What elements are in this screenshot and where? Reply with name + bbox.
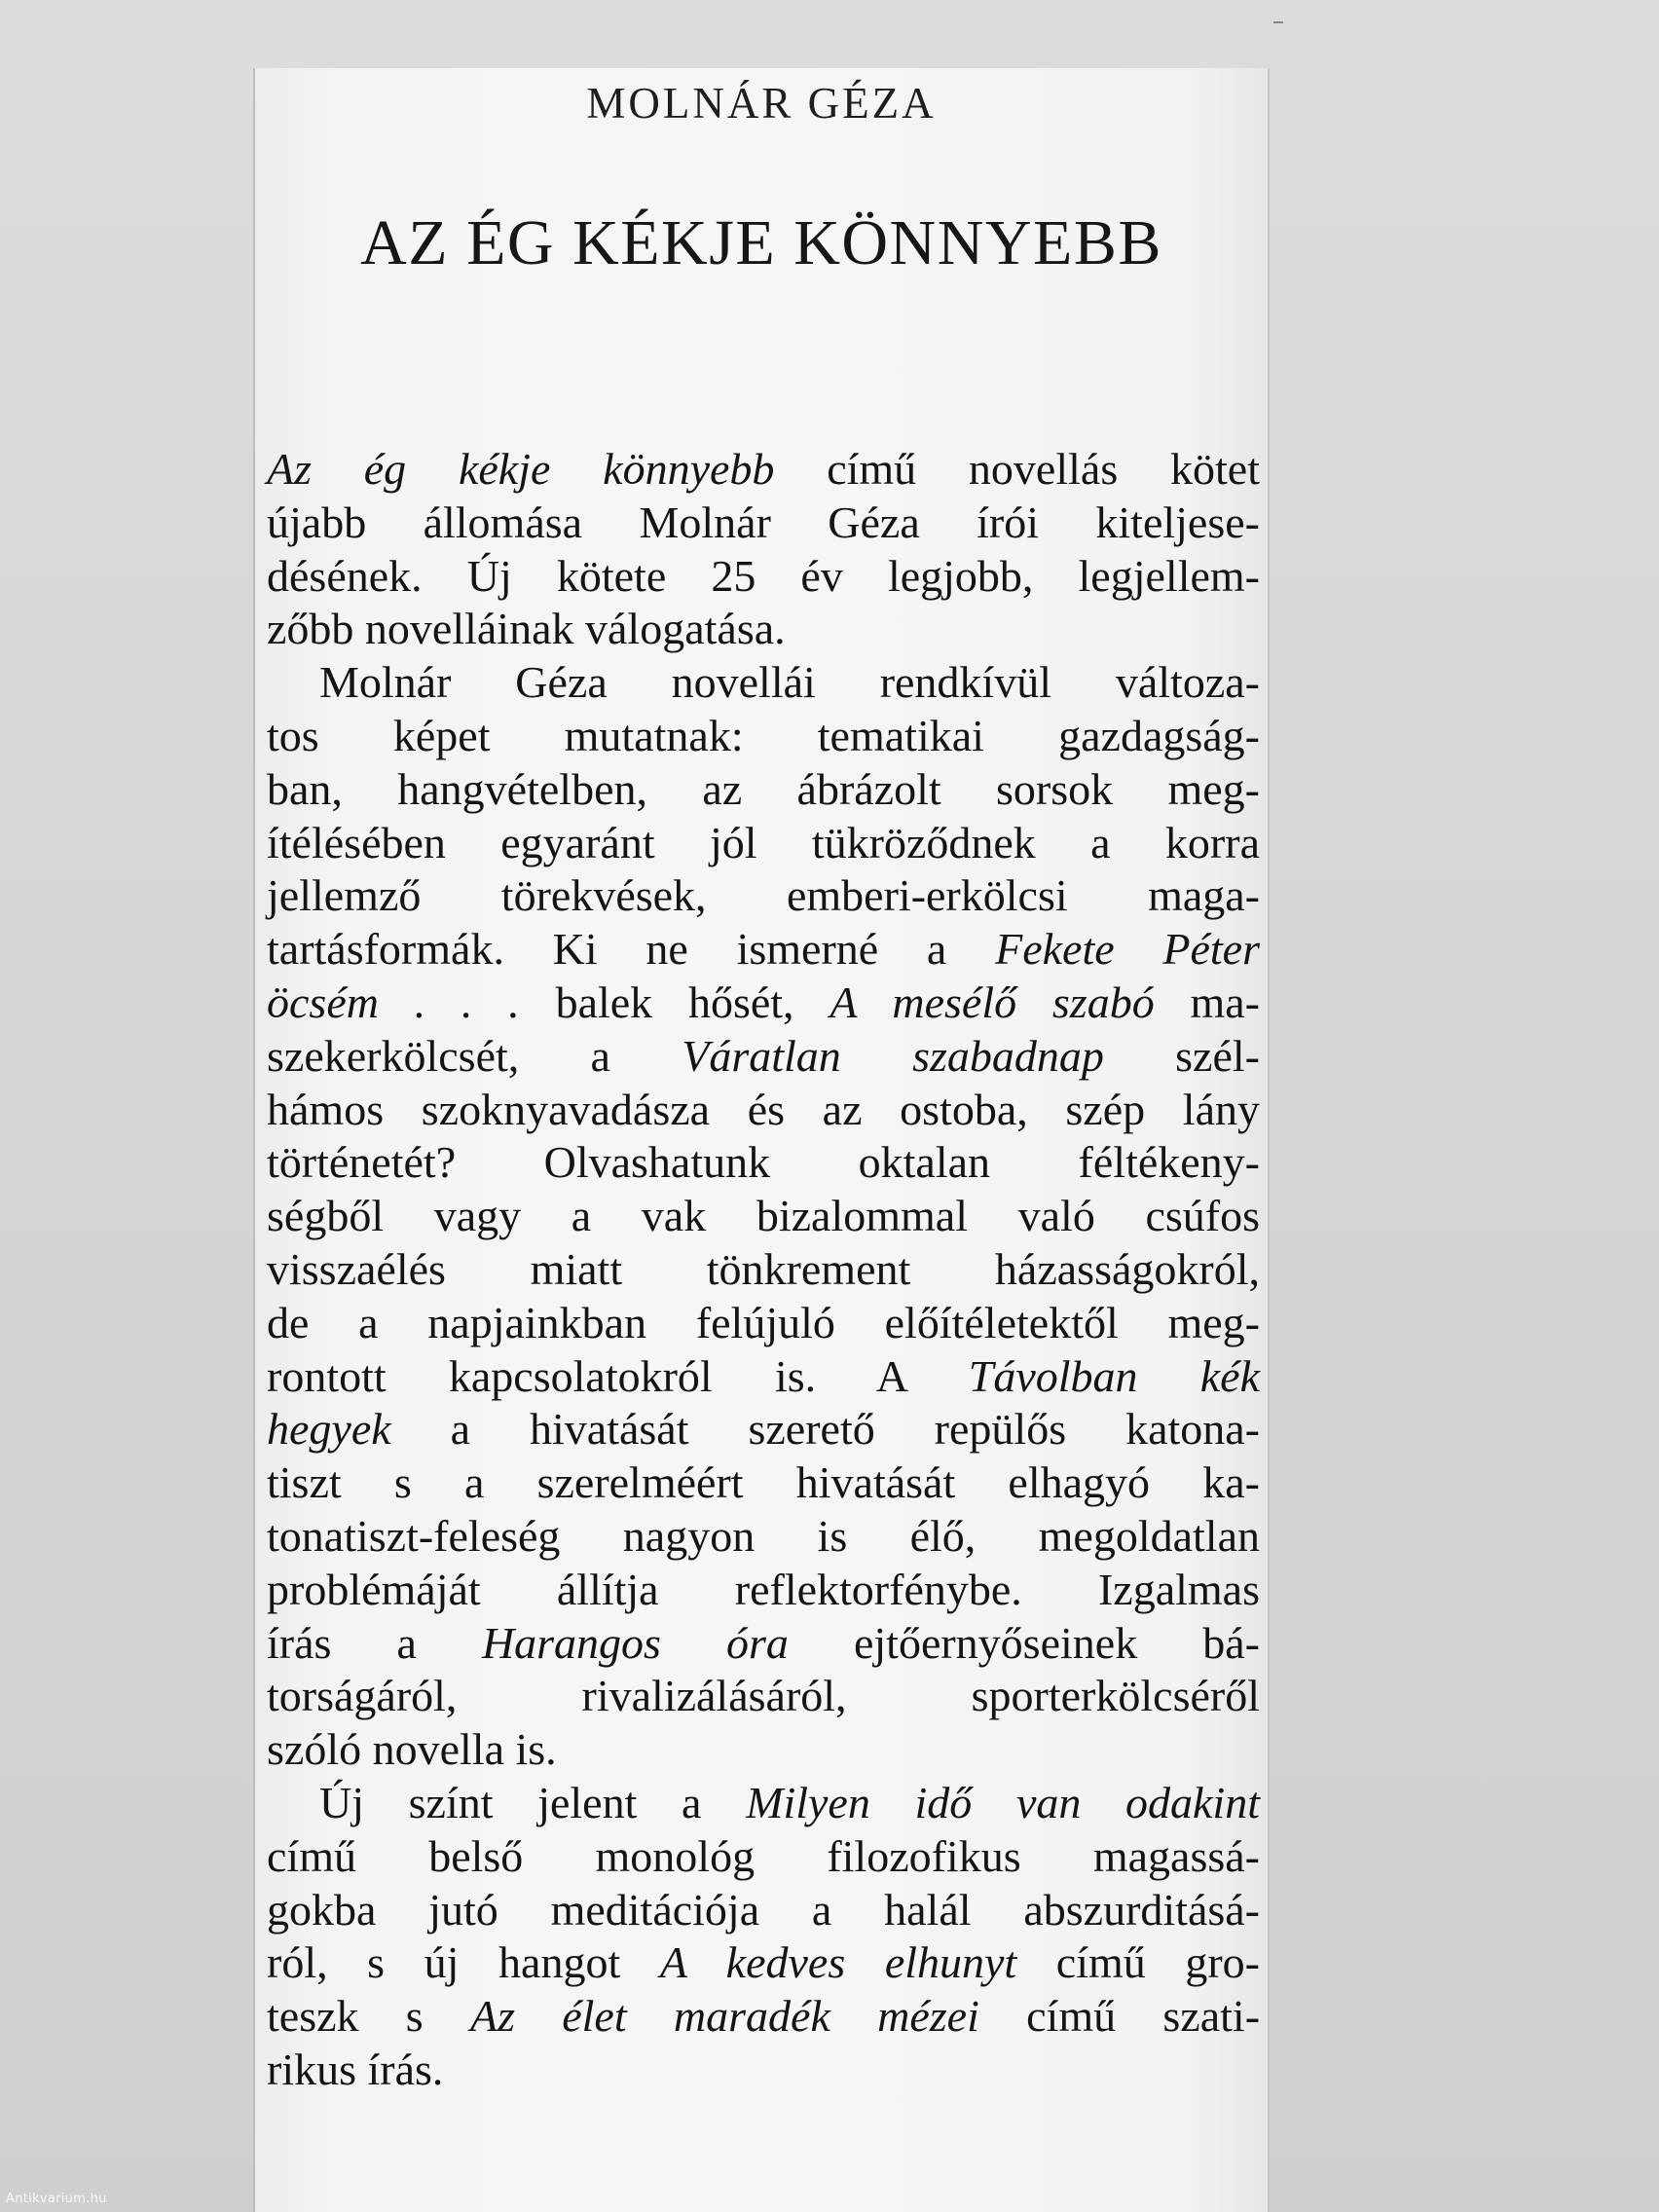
text-line (267, 497, 1260, 550)
text-line (267, 603, 1260, 656)
text-line (267, 1777, 1260, 1830)
line-segment: Távolban kék (968, 1350, 1260, 1401)
text-line (267, 1084, 1260, 1137)
text-line (267, 550, 1260, 604)
line-segment: hámos szoknyavadásza és az ostoba, szép lány (267, 1084, 1260, 1134)
text-line (267, 1456, 1260, 1510)
line-segment: Új színt jelent a (319, 1777, 747, 1827)
text-line (267, 1243, 1260, 1297)
line-segment: hegyek (267, 1404, 391, 1455)
line-segment: de a napjainkban felújuló előítéletektől meg- (267, 1297, 1260, 1347)
line-segment: öcsém . . . (267, 977, 520, 1027)
line-segment: Fekete Péter (995, 924, 1260, 975)
line-segment: ban, hangvételben, az ábrázolt sorsok meg- (267, 763, 1260, 814)
text-line (267, 869, 1260, 923)
line-segment: írás a (267, 1617, 482, 1668)
line-segment: ítélésében egyaránt jól tükröződnek a korra (267, 817, 1260, 867)
text-line (267, 1030, 1260, 1084)
line-segment: ma- (1154, 977, 1260, 1027)
text-line (267, 1136, 1260, 1190)
text-line (267, 1403, 1260, 1456)
line-segment: szekerkölcsét, a (267, 1030, 682, 1081)
line-segment: gokba jutó meditációja a halál abszurditásá- (267, 1884, 1260, 1935)
text-line (267, 1510, 1260, 1564)
line-segment: szóló novella is. (267, 1724, 557, 1775)
text-line (267, 1936, 1260, 1990)
text-line (267, 1670, 1260, 1723)
line-segment: című belső monológ filozofikus magassá- (267, 1830, 1260, 1881)
line-segment: Az élet maradék mézei (469, 1991, 979, 2042)
line-segment: tartásformák. Ki ne ismerné a (267, 924, 996, 975)
line-segment: rikus írás. (267, 2044, 444, 2094)
text-line (267, 817, 1260, 870)
text-line (267, 1617, 1260, 1671)
line-segment: Az ég kékje könnyebb (267, 444, 775, 494)
line-segment: Milyen idő van odakint (746, 1777, 1260, 1827)
line-segment: ségből vagy a vak bizalommal való csúfos (267, 1191, 1260, 1241)
line-segment: című novellás kötet (774, 444, 1260, 494)
text-line (267, 923, 1260, 977)
line-segment: ról, s új hangot (267, 1937, 660, 1988)
line-segment: című gro- (1016, 1937, 1260, 1988)
line-segment: A mesélő szabó (830, 977, 1155, 1027)
blurb-text (267, 443, 1260, 2097)
text-line (267, 1190, 1260, 1243)
text-line (267, 710, 1260, 763)
book-title: AZ ÉG KÉKJE KÖNNYEBB (360, 207, 1162, 278)
watermark: Antikvarium.hu (6, 2192, 107, 2206)
author-name: MOLNÁR GÉZA (586, 79, 937, 128)
line-segment: újabb állomása Molnár Géza írói kiteljese- (267, 497, 1260, 547)
text-line (267, 763, 1260, 817)
text-line (267, 1723, 1260, 1777)
line-segment: Molnár Géza novellái rendkívül változa- (319, 657, 1260, 708)
text-line (267, 1297, 1260, 1350)
line-segment: rontott kapcsolatokról is. A (267, 1350, 969, 1401)
line-segment: ejtőernyőseinek bá- (788, 1617, 1260, 1668)
line-segment: Harangos óra (481, 1617, 789, 1668)
line-segment: tos képet mutatnak: tematikai gazdagság- (267, 710, 1260, 760)
line-segment: teszk s (267, 1991, 470, 2042)
line-segment: balek hősét, (519, 977, 830, 1027)
line-segment: jellemző törekvések, emberi-erkölcsi maga- (267, 870, 1260, 921)
line-segment: tiszt s a szerelméért hivatását elhagyó ka- (267, 1457, 1260, 1508)
text-line (267, 1350, 1260, 1404)
text-line (267, 1830, 1260, 1884)
text-line (267, 1884, 1260, 1937)
line-segment: visszaélés miatt tönkrement házasságokról, (267, 1243, 1260, 1294)
text-line (267, 443, 1260, 497)
text-line (267, 1990, 1260, 2044)
line-segment: című szati- (978, 1991, 1261, 2042)
line-segment: désének. Új kötete 25 év legjobb, legjellem- (267, 550, 1260, 601)
text-line (267, 977, 1260, 1030)
line-segment: Váratlan szabadnap (682, 1030, 1104, 1081)
dust-speck (1273, 21, 1283, 23)
line-segment: szél- (1103, 1030, 1260, 1081)
line-segment: A kedves elhunyt (659, 1937, 1017, 1988)
line-segment: zőbb novelláinak válogatása. (267, 604, 786, 654)
line-segment: problémáját állítja reflektorfénybe. Izgalmas (267, 1564, 1260, 1614)
line-segment: a hivatását szerető repülős katona- (390, 1404, 1260, 1455)
line-segment: torságáról, rivalizálásáról, sporterkölcséről (267, 1671, 1260, 1721)
text-line (267, 2044, 1260, 2097)
line-segment: tonatiszt-feleség nagyon is élő, megoldatlan (267, 1510, 1260, 1561)
text-line (267, 656, 1260, 710)
text-line (267, 1564, 1260, 1617)
line-segment: történetét? Olvashatunk oktalan féltékeny- (267, 1137, 1260, 1188)
